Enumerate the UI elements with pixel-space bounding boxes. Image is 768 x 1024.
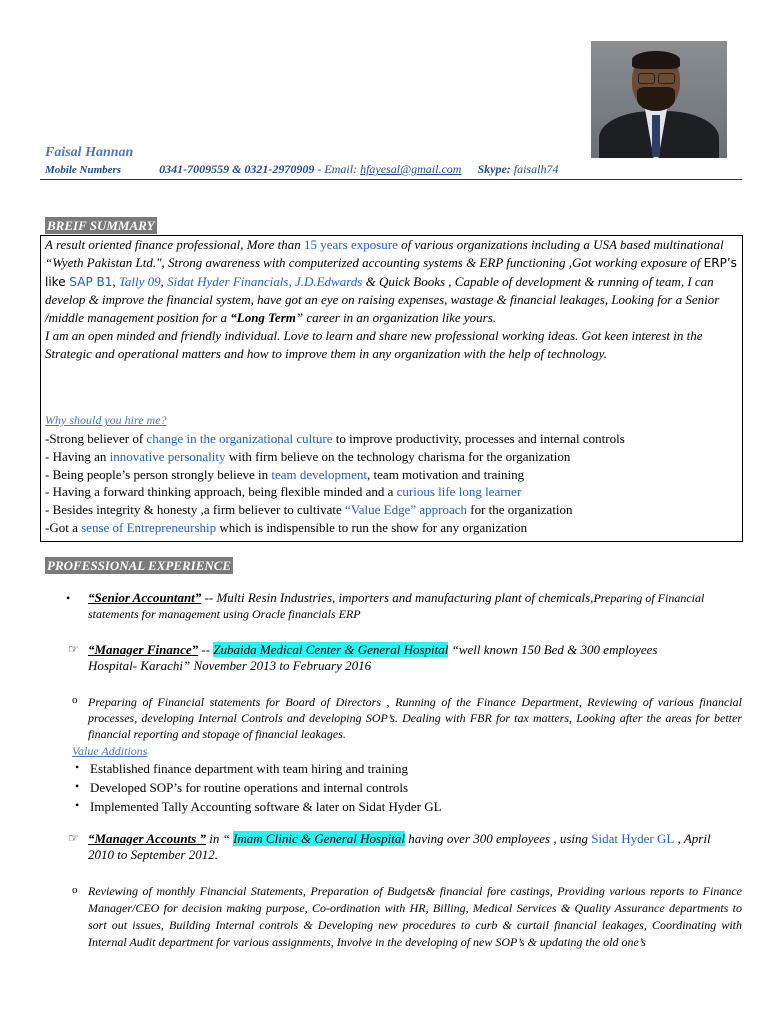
value-item: Implemented Tally Accounting software & later on Sidat Hyder GL [90,799,442,814]
pointing-hand-icon: ☞ [68,642,79,656]
profile-photo [591,41,727,158]
disc-bullet-icon: • [66,591,71,605]
list-item: - Having a forward thinking approach, being flexible minded and a curious life long learner [45,484,522,500]
candidate-name: Faisal Hannan [45,145,134,160]
skype-label: Skype: [477,162,511,176]
circle-bullet-icon: o [72,694,78,706]
list-item: - Being people’s person strongly believe in team development, team motivation and training [45,466,525,482]
why-hire-heading: Why should you hire me? [45,413,167,427]
experience-heading: PROFESSIONAL EXPERIENCE [47,558,232,573]
list-item: - Besides integrity & honesty ,a firm believer to cultivate “Value Edge” approach for the organization [45,502,573,518]
disc-bullet-icon: • [75,760,80,774]
value-additions-heading: Value Additions [72,744,148,758]
summary-heading: BREIF SUMMARY [47,218,155,233]
summary-text: A result oriented finance professional, More than 15 years exposure of various organizations including a USA based multinational “Wyeth Pakistan Ltd.", Strong awareness with computerized accounting systems & ERP functioning ,Got working exposure of ERP’s like SAP B1, Tally 09, Sidat Hyder Financials, J.D.Edwards & Quick Books , Capable of development & running of team, I can develop & improve the financial system, have got an eye on raising expenses, wastage & financial leakages, Looking for a Senior /middle management position for a “Long Term” career in an organization like yours. I am an open minded and friendly individual. Love to learn and share new professional working ideas. Got keen interest in the Strategic and operational matters and how to improve them in any organization with the help of technology. [45,237,737,361]
summary-paragraph-2: I am an open minded and friendly individual. Love to learn and share new professional working ideas. Got keen interest in the Strategic and operational matters and how to improve them in any organization with the help of technology. [45,327,703,361]
circle-bullet-icon: o [72,884,78,896]
pointing-hand-icon: ☞ [68,831,79,845]
job-manager-accounts: “Manager Accounts ” in “ Imam Clinic & General Hospital having over 300 employees , using Sidat Hyder GL , April 2010 to September 2012. [88,831,711,862]
job2-duties: Preparing of Financial statements for Board of Directors , Running of the Finance Department, Reviewing of various financial processes, developing Internal Controls and developing SOP’s. Dealing with FBR for tax matters, Looking after the areas for better financial reporting and stopage of financial leakages. [88,695,742,741]
job-manager-finance: “Manager Finance” -- Zubaida Medical Center & General Hospital “well known 150 Bed & 300 employees Hospital- Karachi” November 2013 to February 2016 [88,642,658,673]
list-item: - Having an innovative personality with firm believe on the technology charisma for the organization [45,448,571,464]
phone-numbers: 0341-7009559 & 0321-2970909 [159,162,315,176]
header-divider [40,179,742,180]
value-item: Established finance department with team hiring and training [90,761,409,776]
email-link[interactable]: hfayesal@gmail.com [360,162,462,176]
value-item: Developed SOP’s for routine operations and internal controls [90,780,409,795]
disc-bullet-icon: • [75,798,80,812]
mobile-label: Mobile Numbers [45,164,122,176]
email-label: - Email: [314,162,361,176]
contact-line [45,162,558,177]
job-senior-accountant: “Senior Accountant” -- Multi Resin Industries, importers and manufacturing plant of chemicals,Preparing of Financial statements for management using Oracle financials ERP [88,590,705,621]
skype-id: faisalh74 [513,162,559,176]
list-item: -Got a sense of Entrepreneurship which is indispensible to run the show for any organization [45,519,528,535]
list-item: -Strong believer of change in the organizational culture to improve productivity, processes and internal controls [45,431,625,446]
disc-bullet-icon: • [75,779,80,793]
job3-duties: Reviewing of monthly Financial Statements, Preparation of Budgets& financial fore castings, Providing various reports to Finance Manager/CEO for decision making purpose, Co-ordination with HR, Billing, Medical Services & Quality Assurance departments to sort out issues, Building Internal controls & Developing new procedures to curb & curtail financial leakages, Coordinating with Internal Audit department for various assignments, Involve in the developing of new SOP’s & updating the old one’s [88,884,742,949]
hire-reasons [45,430,745,537]
